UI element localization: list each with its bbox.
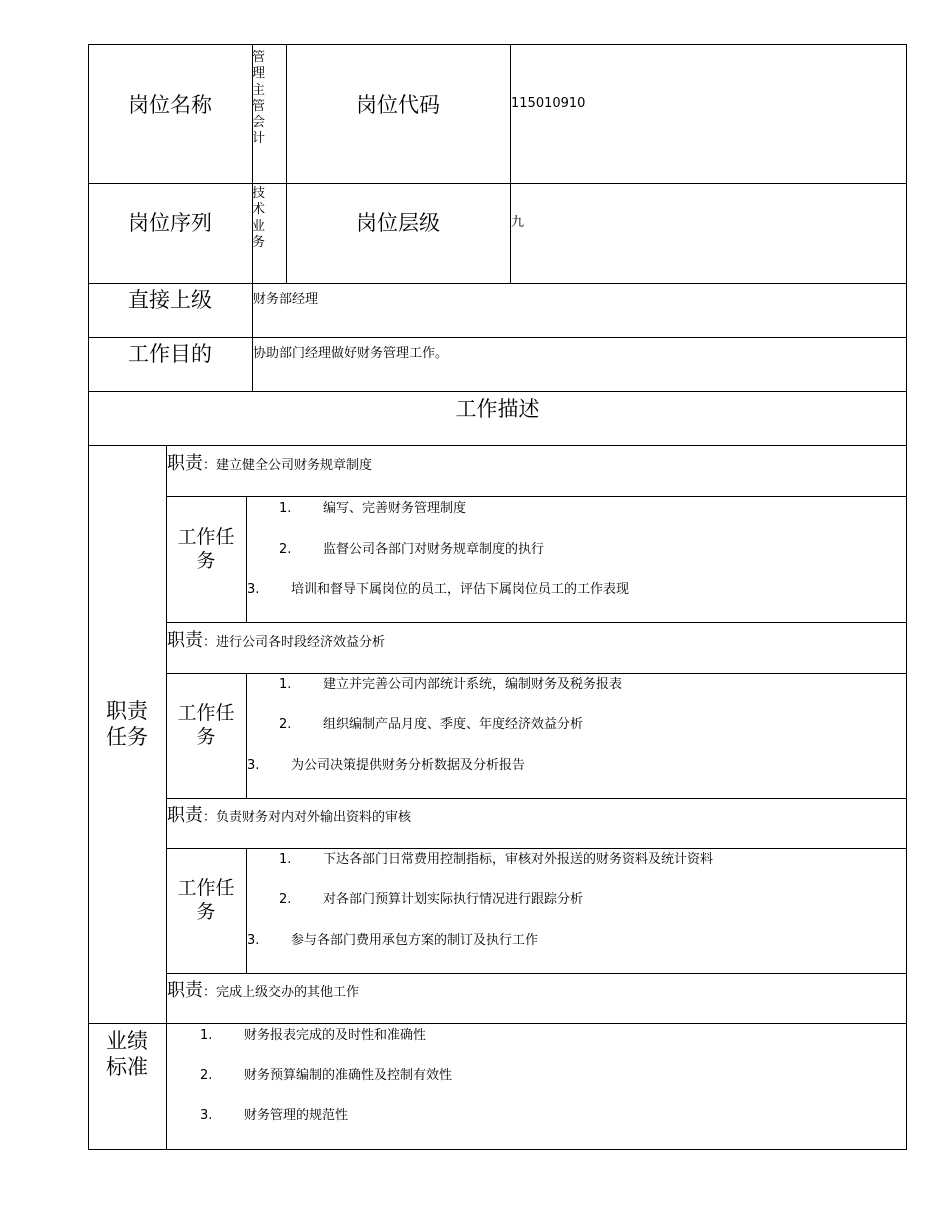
row-divider (88, 445, 907, 446)
performance-item: 2. 财务预算编制的准确性及控制有效性 (200, 1068, 453, 1083)
duty-prefix: 职责 (167, 630, 203, 651)
performance-label: 业绩标准 (106, 1029, 148, 1079)
performance-item: 1. 财务报表完成的及时性和准确性 (200, 1028, 427, 1043)
duty-title (167, 803, 411, 829)
task-item: 1. 建立并完善公司内部统计系统，编制财务及税务报表 (279, 677, 623, 692)
duty-text: ：负责财务对内对外输出资料的审核 (203, 810, 412, 825)
post-name-value: 管理主管会计 (252, 50, 266, 147)
task-item: 2. 监督公司各部门对财务规章制度的执行 (279, 542, 545, 557)
task-item: 1. 下达各部门日常费用控制指标，审核对外报送的财务资料及统计资料 (279, 852, 714, 867)
task-label: 工作任务 (177, 702, 235, 748)
row-divider (166, 622, 907, 623)
duty-text: ：进行公司各时段经济效益分析 (203, 635, 386, 650)
duty-title (167, 978, 359, 1004)
section-title: 工作描述 (455, 397, 540, 421)
col-divider (246, 848, 247, 973)
task-item: 3. 为公司决策提供财务分析数据及分析报告 (247, 758, 526, 773)
purpose-value: 协助部门经理做好财务管理工作。 (253, 346, 449, 361)
task-label: 工作任务 (177, 526, 235, 572)
duty-text: ：完成上级交办的其他工作 (203, 985, 360, 1000)
duty-text: ：建立健全公司财务规章制度 (203, 458, 373, 473)
row-divider (88, 391, 907, 392)
col-divider (510, 44, 511, 283)
duty-prefix: 职责 (167, 805, 203, 826)
task-item: 3. 参与各部门费用承包方案的制订及执行工作 (247, 933, 539, 948)
col-divider (286, 44, 287, 283)
row-divider (88, 1023, 907, 1024)
duty-prefix: 职责 (167, 980, 203, 1001)
post-series-value: 技术业务 (252, 186, 266, 250)
post-series-label: 岗位序列 (128, 211, 212, 235)
task-item: 2. 组织编制产品月度、季度、年度经济效益分析 (279, 717, 584, 732)
col-divider (246, 673, 247, 798)
row-divider (166, 848, 907, 849)
col-divider (246, 496, 247, 622)
post-code-value: 115010910 (511, 96, 586, 111)
task-item: 1. 编写、完善财务管理制度 (279, 501, 467, 516)
task-label: 工作任务 (177, 877, 235, 923)
duty-prefix: 职责 (167, 453, 203, 474)
row-divider (166, 673, 907, 674)
duty-title (167, 628, 385, 654)
post-code-label: 岗位代码 (356, 93, 440, 117)
row-divider (88, 283, 907, 284)
performance-item: 3. 财务管理的规范性 (200, 1108, 349, 1123)
superior-value: 财务部经理 (253, 292, 319, 307)
purpose-label: 工作目的 (128, 342, 212, 366)
row-divider (88, 183, 907, 184)
row-divider (166, 973, 907, 974)
post-level-value: 九 (511, 215, 525, 230)
row-divider (88, 337, 907, 338)
superior-label: 直接上级 (128, 288, 212, 312)
row-divider (166, 496, 907, 497)
duty-title (167, 451, 372, 477)
duties-label: 职责任务 (106, 699, 148, 749)
post-name-label: 岗位名称 (128, 93, 212, 117)
task-item: 2. 对各部门预算计划实际执行情况进行跟踪分析 (279, 892, 584, 907)
post-level-label: 岗位层级 (356, 211, 440, 235)
task-item: 3. 培训和督导下属岗位的员工，评估下属岗位员工的工作表现 (247, 582, 630, 597)
row-divider (166, 798, 907, 799)
